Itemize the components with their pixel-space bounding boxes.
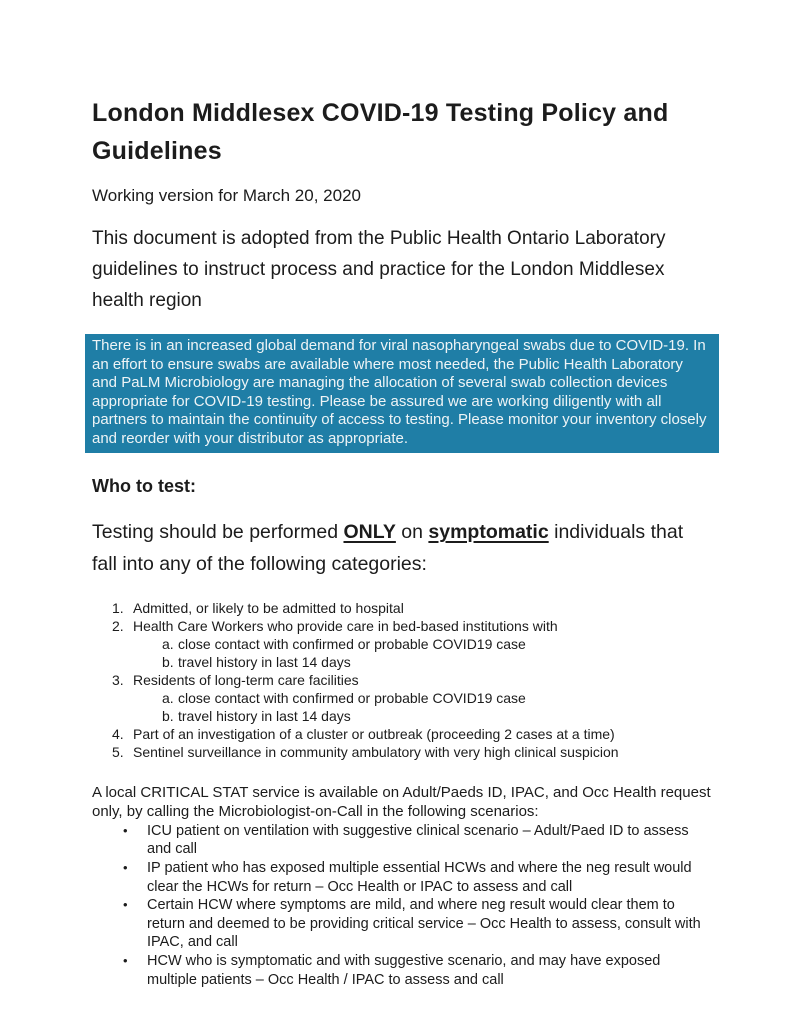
lead-text-part2: on	[395, 521, 429, 544]
numbered-item-text: Sentinel surveillance in community ambulatory with very high clinical suspicion	[133, 743, 619, 760]
list-marker: 4.	[112, 725, 124, 742]
list-marker: 5.	[112, 743, 124, 760]
lead-emphasis-only: ONLY	[343, 521, 396, 544]
list-marker: •	[123, 859, 128, 875]
numbered-item	[92, 671, 712, 689]
numbered-item	[92, 725, 712, 743]
numbered-item-text: Part of an investigation of a cluster or outbreak (proceeding 2 cases at a time)	[133, 725, 615, 742]
sub-item	[92, 635, 712, 653]
working-version-line: Working version for March 20, 2020	[92, 186, 361, 205]
numbered-item	[92, 743, 712, 761]
numbered-item-text: Admitted, or likely to be admitted to hospital	[133, 599, 404, 616]
lead-text-part3: individuals that fall into any of the following categories:	[92, 521, 684, 575]
list-marker: •	[123, 822, 128, 838]
testing-criteria-lead	[92, 517, 687, 579]
list-marker: a.	[162, 635, 174, 652]
lead-text-part1: Testing should be performed	[92, 521, 344, 544]
sub-item	[92, 653, 712, 671]
critical-stat-intro: A local CRITICAL STAT service is available on Adult/Paeds ID, IPAC, and Occ Health request only, by calling the Microbiologist-on-Call in the following scenarios:	[92, 783, 711, 820]
intro-paragraph: This document is adopted from the Public Health Ontario Laboratory guidelines to instruct process and practice for the London Middlesex health region	[92, 228, 666, 311]
numbered-item-text: Residents of long-term care facilities	[133, 671, 359, 688]
sub-item	[92, 689, 712, 707]
section-heading-who-to-test: Who to test:	[92, 476, 196, 497]
bullet-item-text: IP patient who has exposed multiple essential HCWs and where the neg result would clear the HCWs for return – Occ Health or IPAC to assess and call	[147, 859, 692, 895]
sub-item-text: travel history in last 14 days	[178, 707, 351, 724]
list-marker: •	[123, 897, 128, 913]
page-title: London Middlesex COVID-19 Testing Policy and Guidelines	[92, 99, 669, 165]
bullet-item	[92, 822, 702, 859]
bullet-item	[92, 952, 702, 989]
list-marker: 2.	[112, 617, 124, 634]
bullet-item	[92, 859, 702, 896]
numbered-item-text: Health Care Workers who provide care in bed-based institutions with	[133, 617, 558, 634]
list-marker: b.	[162, 707, 174, 724]
list-marker: b.	[162, 653, 174, 670]
sub-item-text: travel history in last 14 days	[178, 653, 351, 670]
list-marker: •	[123, 952, 128, 968]
list-marker: 1.	[112, 599, 124, 616]
bullet-item-text: ICU patient on ventilation with suggestive clinical scenario – Adult/Paed ID to assess and call	[147, 822, 689, 858]
bullet-item-text: HCW who is symptomatic and with suggestive scenario, and may have exposed multiple patients – Occ Health / IPAC to assess and call	[147, 952, 661, 988]
list-marker: a.	[162, 689, 174, 706]
bullet-item-text: Certain HCW where symptoms are mild, and where neg result would clear them to return and deemed to be providing critical service – Occ Health to assess, consult with IPAC, and call	[147, 897, 701, 951]
lead-emphasis-symptomatic: symptomatic	[428, 521, 549, 544]
critical-stat-list	[92, 822, 702, 989]
sub-item-text: close contact with confirmed or probable COVID19 case	[178, 689, 526, 706]
list-marker: 3.	[112, 671, 124, 688]
numbered-item	[92, 599, 712, 617]
numbered-item	[92, 617, 712, 635]
bullet-item	[92, 896, 702, 952]
testing-categories-list	[92, 599, 712, 761]
sub-item-text: close contact with confirmed or probable COVID19 case	[178, 635, 526, 652]
sub-item	[92, 707, 712, 725]
swab-supply-notice: There is in an increased global demand for viral nasopharyngeal swabs due to COVID-19. In an effort to ensure swabs are available where most needed, the Public Health Laboratory and PaLM Microbiology are managing the allocation of several swab collection devices appropriate for COVID-19 testing. Please be assured we are working diligently with all partners to maintain the continuity of access to testing. Please monitor your inventory closely and reorder with your distributor as appropriate.	[85, 334, 719, 453]
